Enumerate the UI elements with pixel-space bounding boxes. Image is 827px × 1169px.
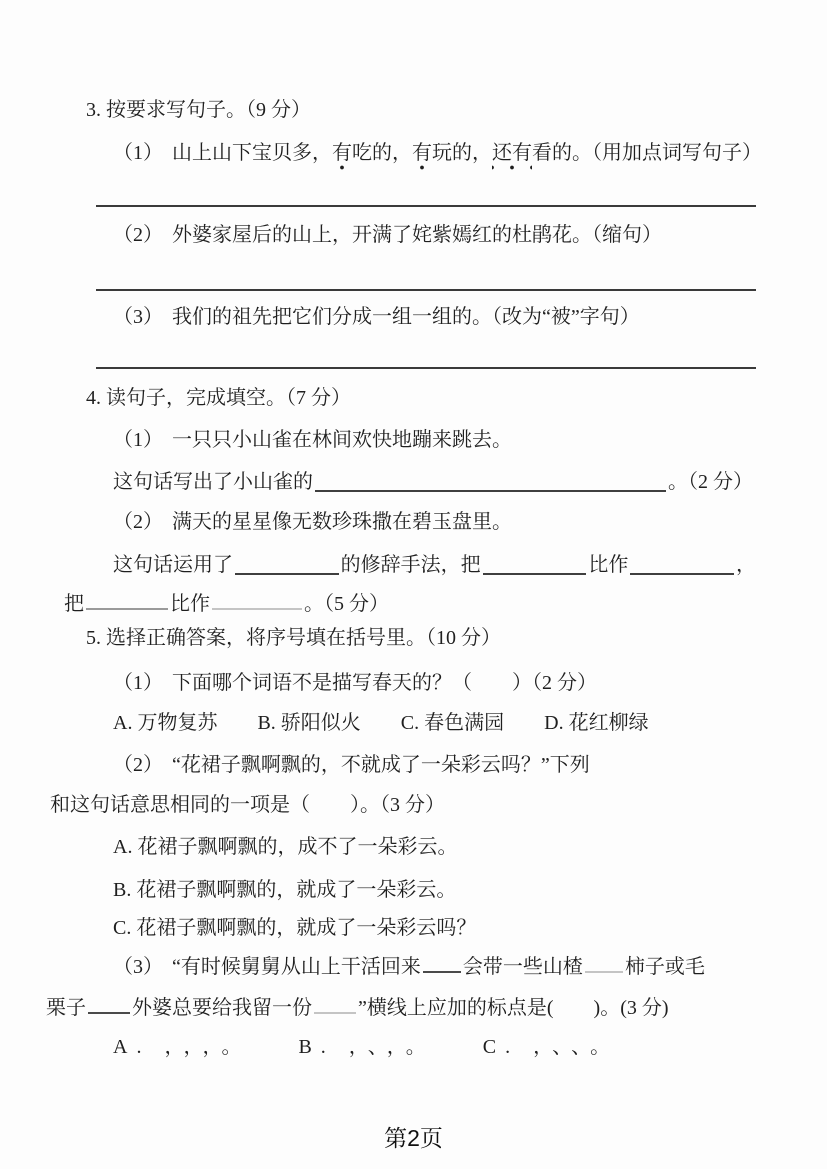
q3-item1-text: 山上山下宝贝多，	[172, 142, 332, 164]
fill-blank	[315, 490, 666, 492]
punctuation-blank	[423, 956, 461, 973]
q5-item2	[113, 751, 590, 779]
q5-item2-continuation: 和这句话意思相同的一项是（ ）。（3 分）	[50, 794, 445, 816]
answer-line-2	[96, 289, 756, 291]
q3-header: 3. 按要求写句子。（9 分）	[86, 99, 311, 121]
fill-blank	[235, 573, 339, 575]
q4-item1-fill-post: 。（2 分）	[668, 471, 753, 493]
q4-header: 4. 读句子，完成填空。（7 分）	[86, 387, 351, 409]
q4-fill2-seg-c: 。（5 分）	[304, 593, 389, 615]
q3-item1-dotted-word-2: 有	[412, 142, 432, 171]
page-number: 第2页	[384, 1125, 443, 1151]
q4-item2-fill-line-2	[64, 590, 389, 618]
q5-item3-mid: 会带一些山楂	[462, 956, 583, 978]
q5-item3-cont-pre: 栗子	[46, 997, 86, 1019]
fill-blank	[630, 573, 734, 575]
q3-item1-text-3: 玩的，	[432, 142, 492, 164]
q5-item2-option-b: B. 花裙子飘啊飘的，就成了一朵彩云。	[113, 879, 457, 901]
q4-item2-text: 满天的星星像无数珍珠撒在碧玉盘里。	[172, 511, 512, 533]
fill-blank	[212, 593, 302, 610]
q4-item2	[113, 508, 512, 536]
q5-item1-number: （1）	[113, 672, 163, 694]
q3-item1	[113, 139, 762, 167]
q4-item1-text: 一只只小山雀在林间欢快地蹦来跳去。	[172, 429, 512, 451]
q5-item3-options: A. ，，，。 B. ，、，。 C. ，、、。	[113, 1036, 620, 1058]
q4-fill1-seg-a: 这句话运用了	[113, 554, 233, 576]
q3-item2-text: 外婆家屋后的山上，开满了姹紫嫣红的杜鹃花。（缩句）	[172, 224, 662, 246]
q4-fill1-seg-c: 比作	[588, 554, 629, 576]
q4-item1-fill-pre: 这句话写出了小山雀的	[113, 471, 313, 493]
q3-item1-text-4: 看的。	[532, 142, 592, 164]
fill-blank	[86, 593, 168, 610]
q5-item3-pre: “有时候舅舅从山上干活回来	[172, 956, 421, 978]
fill-blank	[483, 573, 587, 575]
punctuation-blank	[314, 997, 356, 1014]
q3-item3-text: 我们的祖先把它们分成一组一组的。（改为“被”字句）	[172, 306, 640, 328]
q5-item3-continuation	[46, 994, 669, 1022]
q3-item2	[113, 221, 662, 249]
q4-item1	[113, 426, 512, 454]
q5-item2-option-c: C. 花裙子飘啊飘的，就成了一朵彩云吗？	[113, 917, 477, 939]
q4-item1-fill-line	[113, 468, 753, 496]
q5-item3-cont-mid: 外婆总要给我留一份	[132, 997, 312, 1019]
q4-fill1-seg-d: ，	[736, 554, 757, 576]
q4-fill1-seg-b: 的修辞手法，把	[340, 554, 481, 576]
q3-item3	[113, 303, 640, 331]
q3-item3-number: （3）	[113, 306, 163, 328]
q4-fill2-seg-b: 比作	[170, 593, 210, 615]
q5-item1-text: 下面哪个词语不是描写春天的？（ ）（2 分）	[172, 672, 597, 694]
answer-line-1	[96, 205, 756, 207]
q4-item2-fill-line-1	[113, 551, 756, 579]
punctuation-blank	[88, 997, 130, 1014]
q3-item1-text-2: 吃的，	[352, 142, 412, 164]
answer-line-3	[96, 367, 756, 369]
q5-item3-post: 柿子或毛	[624, 956, 705, 978]
q5-item3	[113, 953, 705, 981]
q4-item2-number: （2）	[113, 511, 163, 533]
q4-fill2-seg-a: 把	[64, 593, 84, 615]
q5-header: 5. 选择正确答案，将序号填在括号里。（10 分）	[86, 627, 501, 649]
q3-item1-number: （1）	[113, 142, 163, 164]
punctuation-blank	[585, 956, 623, 973]
q3-item1-dotted-word-1: 有	[332, 142, 352, 171]
q5-item2-number: （2）	[113, 754, 163, 776]
q4-item1-number: （1）	[113, 429, 163, 451]
q5-item2-option-a: A. 花裙子飘啊飘的，成不了一朵彩云。	[113, 836, 458, 858]
q5-item2-text: “花裙子飘啊飘的，不就成了一朵彩云吗？”下列	[172, 754, 590, 776]
q3-item2-number: （2）	[113, 224, 163, 246]
q5-item1-options: A. 万物复苏 B. 骄阳似火 C. 春色满园 D. 花红柳绿	[113, 712, 649, 734]
q5-item3-cont-post: ”横线上应加的标点是( )。(3 分)	[358, 997, 669, 1019]
q3-item1-dotted-word-3: 还有	[492, 142, 532, 171]
q5-item3-number: （3）	[113, 956, 163, 978]
q5-item1	[113, 669, 597, 697]
q3-item1-note: （用加点词写句子）	[592, 142, 762, 164]
